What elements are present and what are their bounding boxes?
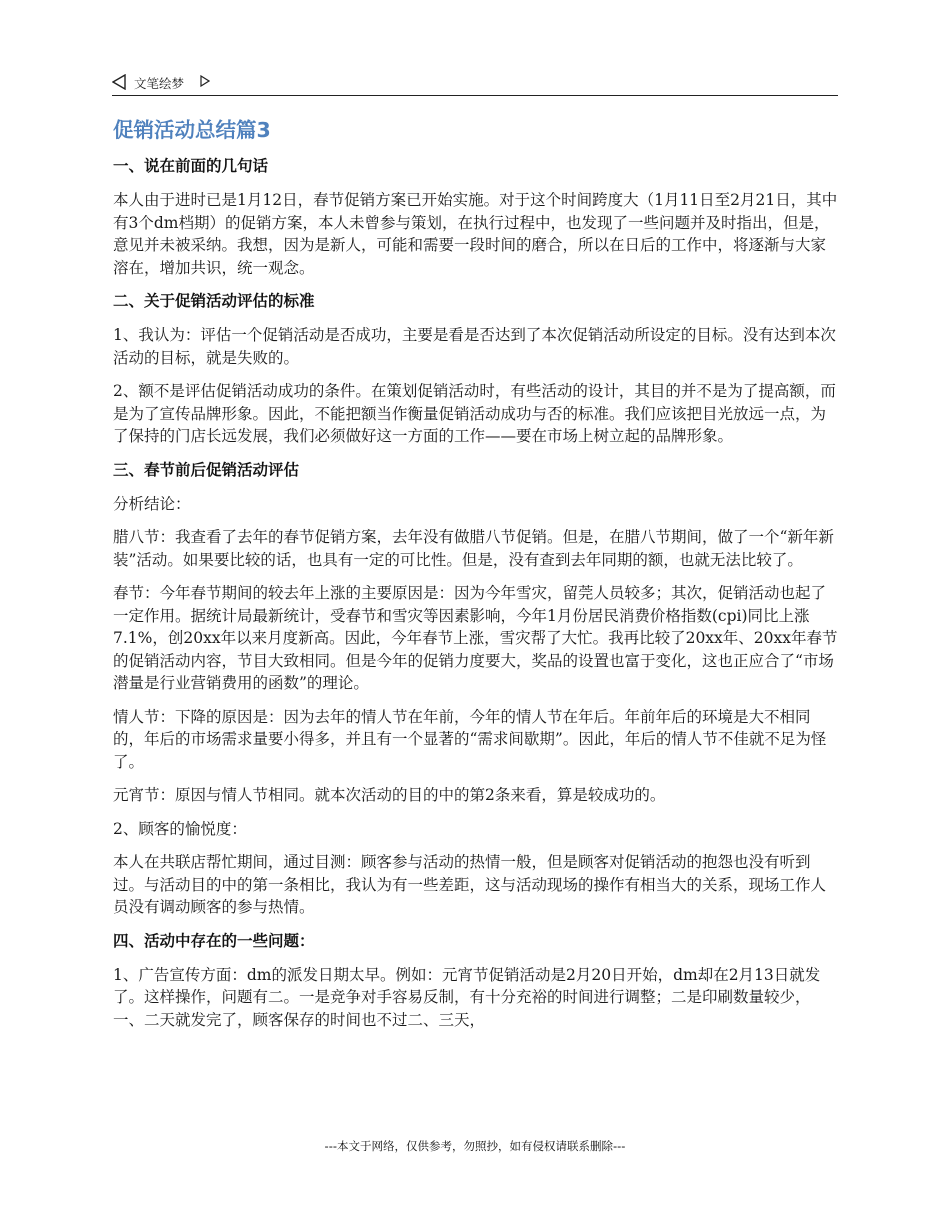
- triangle-left-icon: [112, 74, 126, 90]
- paragraph: 本人在共联店帮忙期间，通过目测：顾客参与活动的热情一般，但是顾客对促销活动的抱怨也没有听到过。与活动目的中的第一条相比，我认为有一些差距，这与活动现场的操作有相当大的关系，现场工作人员没有调动顾客的参与热情。: [113, 853, 827, 916]
- paragraph: 2、额不是评估促销活动成功的条件。在策划促销活动时，有些活动的设计，其目的并不是为了提高额，而是为了宣传品牌形象。因此，不能把额当作衡量促销活动成功与否的标准。我们应该把目光放远一点，为了保持的门店长远发展，我们必须做好这一方面的工作——要在市场上树立起的品牌形象。: [113, 382, 836, 445]
- section-heading: 一、说在前面的几句话: [113, 157, 269, 175]
- paragraph: 分析结论：: [113, 494, 191, 513]
- paragraph: 2、顾客的愉悦度：: [113, 819, 247, 838]
- section-heading: 二、关于促销活动评估的标准: [113, 292, 315, 310]
- triangle-right-icon: [200, 75, 210, 87]
- section-heading: 四、活动中存在的一些问题：: [113, 931, 315, 950]
- header-brand: 文笔绘梦: [134, 76, 185, 91]
- page-header: [112, 71, 838, 96]
- paragraph: 春节：今年春节期间的较去年上涨的主要原因是：因为今年雪灾，留莞人员较多；其次，促销活动也起了一定作用。据统计局最新统计，受春节和雪灾等因素影响，今年1月份居民消费价格指数(cpi)同比上涨7.1%，创20xx年以来月度新高。因此，今年春节上涨，雪灾帮了大忙。我再比较了20xx年、20xx年春节的促销活动内容，节目大致相同。但是今年的促销力度要大，奖品的设置也富于变化，这也正应合了“市场潜量是行业营销费用的函数”的理论。: [113, 584, 838, 692]
- document-title: 促销活动总结篇3: [113, 118, 271, 142]
- paragraph: 1、广告宣传方面：dm的派发日期太早。例如：元宵节促销活动是2月20日开始，dm却在2月13日就发了。这样操作，问题有二。一是竞争对手容易反制，有十分充裕的时间进行调整；二是印刷数量较少，一、二天就发完了，顾客保存的时间也不过二、三天，: [113, 965, 821, 1029]
- section-heading: 三、春节前后促销活动评估: [113, 460, 300, 479]
- paragraph: 情人节：下降的原因是：因为去年的情人节在年前，今年的情人节在年后。年前年后的环境是大不相同的，年后的市场需求量要小得多，并且有一个显著的“需求间歇期”。因此，年后的情人节不佳就不足为怪了。: [113, 707, 827, 771]
- paragraph: 元宵节：原因与情人节相同。就本次活动的目的中的第2条来看，算是较成功的。: [113, 786, 666, 804]
- paragraph: 1、我认为：评估一个促销活动是否成功，主要是看是否达到了本次促销活动所设定的目标。没有达到本次活动的目标，就是失败的。: [113, 326, 836, 367]
- page-footer: ---本文于网络，仅供参考，勿照抄，如有侵权请联系删除---: [324, 1139, 626, 1153]
- paragraph: 腊八节：我查看了去年的春节促销方案，去年没有做腊八节促销。但是，在腊八节期间，做了一个“新年新装”活动。如果要比较的话，也具有一定的可比性。但是，没有查到去年同期的额，也就无法比较了。: [113, 528, 834, 569]
- document-body: [113, 115, 853, 1042]
- paragraph: 本人由于进时已是1月12日，春节促销方案已开始实施。对于这个时间跨度大（1月11日至2月21日，其中有3个dm档期）的促销方案，本人未曾参与策划，在执行过程中，也发现了一些问题并及时指出，但是，意见并未被采纳。我想，因为是新人，可能和需要一段时间的磨合，所以在日后的工作中，将逐渐与大家溶在，增加共识，统一观念。: [113, 191, 838, 277]
